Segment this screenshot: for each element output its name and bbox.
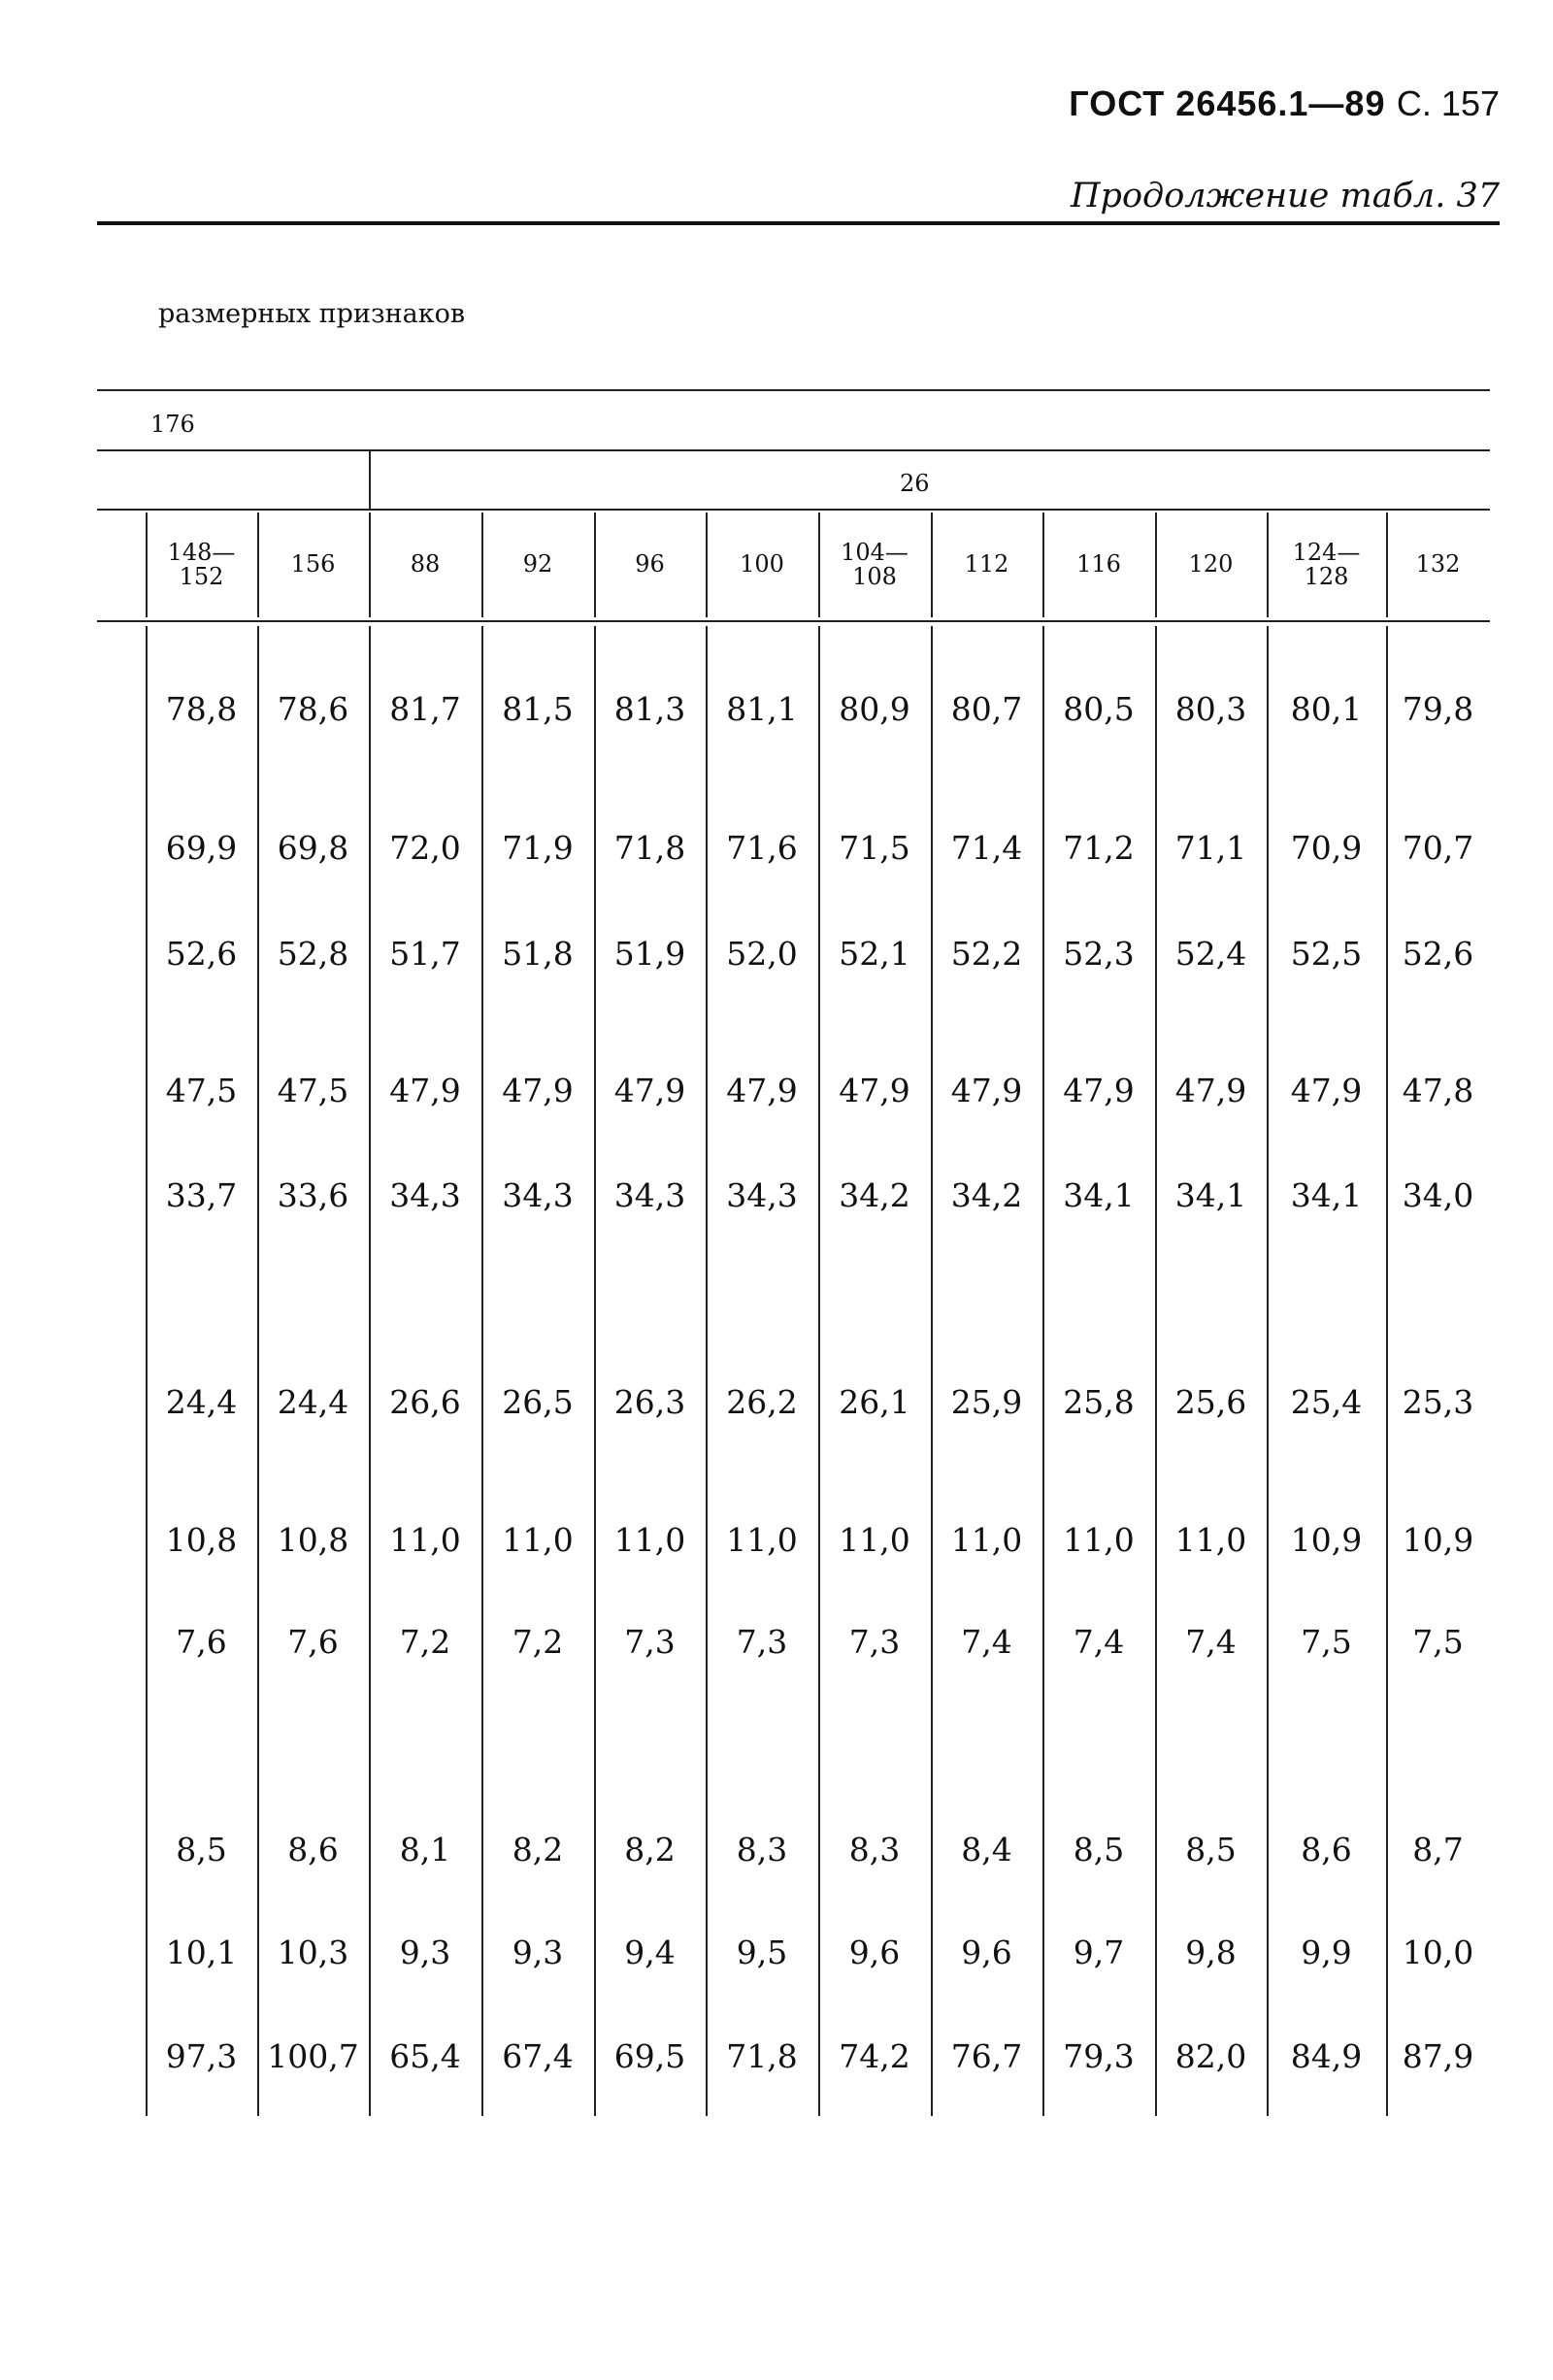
table-cell: 26,6 bbox=[389, 1382, 461, 1421]
table-cell: 65,4 bbox=[389, 2036, 461, 2075]
table-rule bbox=[97, 449, 1490, 451]
table-cell: 8,3 bbox=[736, 1830, 788, 1868]
table-cell: 71,6 bbox=[726, 828, 798, 867]
table-cell: 11,0 bbox=[1174, 1520, 1247, 1559]
table-cell: 51,9 bbox=[613, 934, 686, 973]
table-cell: 97,3 bbox=[165, 2036, 238, 2075]
table-cell: 78,6 bbox=[277, 689, 349, 728]
table-cell: 34,3 bbox=[502, 1175, 574, 1214]
column-header: 88 bbox=[410, 550, 441, 578]
table-cell: 52,0 bbox=[726, 934, 798, 973]
table-cell: 80,9 bbox=[839, 689, 910, 728]
column-header: 100 bbox=[740, 550, 784, 578]
table-cell: 71,5 bbox=[839, 828, 910, 867]
table-cell: 26,3 bbox=[613, 1382, 686, 1421]
table-cell: 7,4 bbox=[961, 1622, 1012, 1661]
standard-number: ГОСТ 26456.1—89 bbox=[1069, 83, 1386, 123]
page-number: С. 157 bbox=[1396, 83, 1500, 123]
table-cell: 7,3 bbox=[736, 1622, 788, 1661]
column-header: 104— 108 bbox=[841, 538, 909, 590]
table-cell: 47,5 bbox=[277, 1071, 349, 1109]
table-cell: 10,9 bbox=[1290, 1520, 1363, 1559]
table-cell: 81,7 bbox=[389, 689, 461, 728]
table-cell: 8,6 bbox=[287, 1830, 339, 1868]
table-cell: 24,4 bbox=[277, 1382, 349, 1421]
column-header: 132 bbox=[1415, 550, 1461, 578]
table-cell: 8,3 bbox=[848, 1830, 901, 1868]
column-header: 120 bbox=[1188, 550, 1234, 578]
table-cell: 7,6 bbox=[287, 1622, 339, 1661]
table-cell: 11,0 bbox=[1063, 1520, 1135, 1559]
table-cell: 9,3 bbox=[512, 1933, 564, 1971]
table-cell: 9,5 bbox=[736, 1933, 788, 1971]
table-cell: 70,9 bbox=[1290, 828, 1363, 867]
table-cell: 9,6 bbox=[961, 1933, 1012, 1971]
table-cell: 47,5 bbox=[165, 1071, 238, 1109]
table-cell: 47,9 bbox=[389, 1071, 461, 1109]
table-cell: 47,9 bbox=[502, 1071, 574, 1109]
table-cell: 26,2 bbox=[726, 1382, 798, 1421]
table-cell: 79,3 bbox=[1063, 2036, 1135, 2075]
table-cell: 8,4 bbox=[961, 1830, 1012, 1868]
table-cell: 78,8 bbox=[165, 689, 238, 728]
table-cell: 80,3 bbox=[1174, 689, 1247, 728]
table-cell: 24,4 bbox=[165, 1382, 238, 1421]
table-cell: 8,1 bbox=[399, 1830, 451, 1868]
table-cell: 80,5 bbox=[1063, 689, 1135, 728]
table-cell: 9,3 bbox=[399, 1933, 451, 1971]
table-cell: 72,0 bbox=[389, 828, 461, 867]
table-cell: 82,0 bbox=[1174, 2036, 1247, 2075]
table-cell: 9,9 bbox=[1301, 1933, 1352, 1971]
table-cell: 81,5 bbox=[502, 689, 574, 728]
table-cell: 52,6 bbox=[1402, 934, 1474, 973]
table-cell: 34,1 bbox=[1174, 1175, 1247, 1214]
table-cell: 8,2 bbox=[624, 1830, 676, 1868]
group-header-26: 26 bbox=[900, 470, 930, 497]
table-cell: 51,8 bbox=[502, 934, 574, 973]
table-cell: 26,5 bbox=[502, 1382, 574, 1421]
table-cell: 8,6 bbox=[1301, 1830, 1352, 1868]
table-cell: 67,4 bbox=[502, 2036, 574, 2075]
table-cell: 51,7 bbox=[389, 934, 461, 973]
table-cell: 80,7 bbox=[950, 689, 1023, 728]
table-cell: 7,3 bbox=[848, 1622, 901, 1661]
table-cell: 81,3 bbox=[613, 689, 686, 728]
table-cell: 7,2 bbox=[399, 1622, 451, 1661]
table-cell: 25,8 bbox=[1063, 1382, 1135, 1421]
table-cell: 100,7 bbox=[267, 2036, 359, 2075]
table-cell: 8,5 bbox=[1185, 1830, 1237, 1868]
table-cell: 52,2 bbox=[950, 934, 1023, 973]
table-cell: 25,6 bbox=[1174, 1382, 1247, 1421]
group-divider bbox=[369, 449, 371, 509]
table-cell: 34,1 bbox=[1290, 1175, 1363, 1214]
table-cell: 11,0 bbox=[613, 1520, 686, 1559]
table-rule bbox=[97, 389, 1490, 391]
table-continuation-label: Продолжение табл. 37 bbox=[1071, 177, 1500, 215]
table-cell: 7,4 bbox=[1073, 1622, 1125, 1661]
table-cell: 47,8 bbox=[1402, 1071, 1474, 1109]
table-cell: 7,4 bbox=[1185, 1622, 1237, 1661]
table-cell: 79,8 bbox=[1402, 689, 1474, 728]
table-cell: 47,9 bbox=[1174, 1071, 1247, 1109]
table-cell: 7,5 bbox=[1412, 1622, 1464, 1661]
column-header: 112 bbox=[964, 550, 1009, 578]
table-cell: 71,9 bbox=[502, 828, 574, 867]
table-cell: 10,1 bbox=[165, 1933, 238, 1971]
table-caption: размерных признаков bbox=[158, 299, 466, 329]
table-cell: 10,8 bbox=[165, 1520, 238, 1559]
column-header: 96 bbox=[635, 550, 665, 578]
table-cell: 9,4 bbox=[624, 1933, 676, 1971]
table-cell: 34,3 bbox=[726, 1175, 798, 1214]
table-cell: 8,2 bbox=[512, 1830, 564, 1868]
table-cell: 74,2 bbox=[839, 2036, 910, 2075]
table-cell: 9,7 bbox=[1073, 1933, 1125, 1971]
table-cell: 11,0 bbox=[726, 1520, 798, 1559]
table-cell: 71,8 bbox=[613, 828, 686, 867]
header-rule bbox=[97, 221, 1500, 225]
table-cell: 69,8 bbox=[277, 828, 349, 867]
table-cell: 84,9 bbox=[1290, 2036, 1363, 2075]
table-cell: 11,0 bbox=[389, 1520, 461, 1559]
table-cell: 52,3 bbox=[1063, 934, 1135, 973]
column-header: 124— 128 bbox=[1292, 538, 1361, 590]
table-cell: 11,0 bbox=[950, 1520, 1023, 1559]
table-cell: 71,4 bbox=[950, 828, 1023, 867]
column-header: 156 bbox=[290, 550, 336, 578]
page-header bbox=[1069, 83, 1500, 124]
table-cell: 7,6 bbox=[176, 1622, 227, 1661]
column-header: 116 bbox=[1076, 550, 1121, 578]
table-cell: 26,1 bbox=[839, 1382, 910, 1421]
table-cell: 34,3 bbox=[613, 1175, 686, 1214]
table-cell: 25,9 bbox=[950, 1382, 1023, 1421]
table-cell: 7,5 bbox=[1301, 1622, 1352, 1661]
table-cell: 34,3 bbox=[389, 1175, 461, 1214]
table-cell: 10,8 bbox=[277, 1520, 349, 1559]
table-cell: 70,7 bbox=[1402, 828, 1474, 867]
table-cell: 10,9 bbox=[1402, 1520, 1474, 1559]
table-cell: 69,9 bbox=[165, 828, 238, 867]
table-cell: 11,0 bbox=[502, 1520, 574, 1559]
table-cell: 9,8 bbox=[1185, 1933, 1237, 1971]
table-cell: 9,6 bbox=[848, 1933, 901, 1971]
table-cell: 81,1 bbox=[726, 689, 798, 728]
table-cell: 47,9 bbox=[950, 1071, 1023, 1109]
table-cell: 34,0 bbox=[1402, 1175, 1474, 1214]
table-cell: 47,9 bbox=[726, 1071, 798, 1109]
table-cell: 69,5 bbox=[613, 2036, 686, 2075]
table-cell: 52,5 bbox=[1290, 934, 1363, 973]
table-cell: 34,1 bbox=[1063, 1175, 1135, 1214]
table-cell: 34,2 bbox=[839, 1175, 910, 1214]
table-cell: 87,9 bbox=[1402, 2036, 1474, 2075]
table-rule bbox=[97, 509, 1490, 511]
column-header: 148— 152 bbox=[167, 538, 236, 590]
table-cell: 47,9 bbox=[613, 1071, 686, 1109]
table-cell: 76,7 bbox=[950, 2036, 1023, 2075]
table-cell: 71,8 bbox=[726, 2036, 798, 2075]
table-cell: 47,9 bbox=[839, 1071, 910, 1109]
table-cell: 10,3 bbox=[277, 1933, 349, 1971]
table-cell: 8,5 bbox=[176, 1830, 227, 1868]
table-cell: 7,2 bbox=[512, 1622, 564, 1661]
table-cell: 52,8 bbox=[277, 934, 349, 973]
column-header: 92 bbox=[522, 550, 553, 578]
table-cell: 71,1 bbox=[1174, 828, 1247, 867]
table-cell: 11,0 bbox=[839, 1520, 910, 1559]
table-cell: 71,2 bbox=[1063, 828, 1135, 867]
table-cell: 80,1 bbox=[1290, 689, 1363, 728]
group-header-176: 176 bbox=[150, 411, 195, 438]
table-cell: 8,7 bbox=[1412, 1830, 1464, 1868]
table-cell: 34,2 bbox=[950, 1175, 1023, 1214]
table-cell: 7,3 bbox=[624, 1622, 676, 1661]
table-cell: 10,0 bbox=[1402, 1933, 1474, 1971]
table-cell: 25,3 bbox=[1402, 1382, 1474, 1421]
table-cell: 33,7 bbox=[165, 1175, 238, 1214]
table-cell: 52,6 bbox=[165, 934, 238, 973]
table-rule bbox=[97, 620, 1490, 622]
table-cell: 47,9 bbox=[1290, 1071, 1363, 1109]
table-cell: 33,6 bbox=[277, 1175, 349, 1214]
table-cell: 52,1 bbox=[839, 934, 910, 973]
table-cell: 52,4 bbox=[1174, 934, 1247, 973]
table-cell: 47,9 bbox=[1063, 1071, 1135, 1109]
table-cell: 8,5 bbox=[1073, 1830, 1125, 1868]
table-cell: 25,4 bbox=[1290, 1382, 1363, 1421]
